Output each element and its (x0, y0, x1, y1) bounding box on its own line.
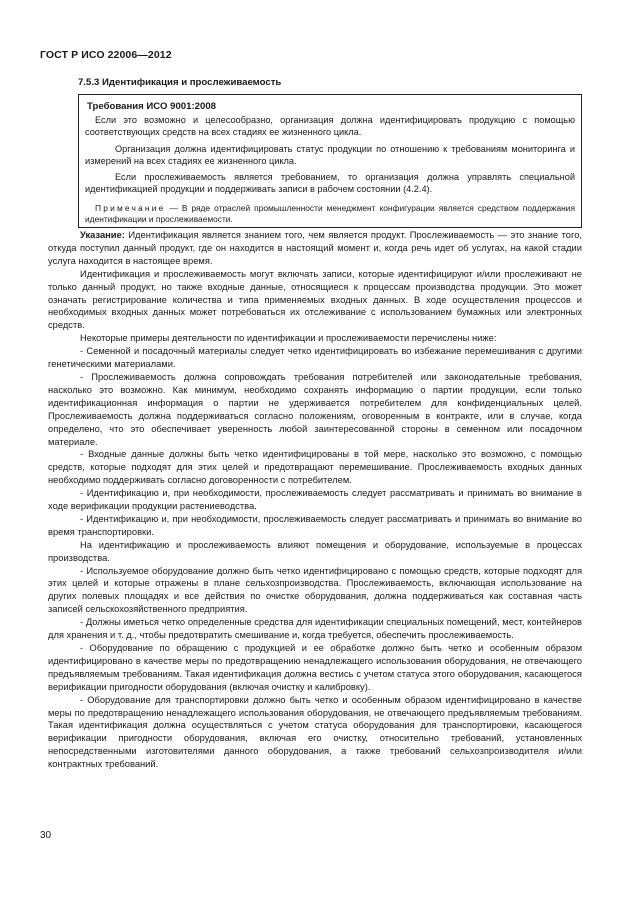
list-item: - Должны иметься четко определенные средства для идентификации специальных помещений, мест, контейнеров для хранения и т. д., чтобы предотвратить смешивание и, когда требуется, обеспечить прослеживаемость. (48, 617, 582, 641)
list-item: - Идентификацию и, при необходимости, прослеживаемость следует рассматривать и принимать во внимание во время транспортировки. (48, 513, 582, 537)
note-text: — В ряде отраслей промышленности менеджмент конфигурации является средством поддержания идентификации и прослеживаемости. (85, 203, 575, 224)
list-item: - Прослеживаемость должна сопровождать требования потребителей или законодательные требования, насколько это возможно. Как минимум, необходимо сохранять информацию о партии продукции, если только идентификационная информация о партии не удерживается потребителем для конфиденциальных целей. Прослеживаемость должна поддерживаться согласно положениям, оговоренным в контракте, или в случае, когда определено, что это обеспечивает уверенность любой заинтересованной стороны в семенном или посадочном материале. (48, 371, 582, 447)
guidance-text: Идентификация является знанием того, чем является продукт. Прослеживаемость — это знание того, откуда поступил данный продукт, где он находится в настоящий момент и, когда речь идет об услугах, на какой стадии услуга находится в настоящее время. (48, 230, 582, 266)
requirement-note (85, 203, 575, 225)
requirements-box (78, 94, 582, 228)
list-item: - Используемое оборудование должно быть четко идентифицировано с помощью средств, которые подходят для этих целей и которые отражены в плане сельхозпроизводства. Прослеживаемость, включающая использование на других полевых площадях и все действия по очистке оборудования, должна поддерживаться как составная часть записей сельскохозяйственного предприятия. (48, 565, 582, 615)
requirement-paragraph: Организация должна идентифицировать статус продукции по отношению к требованиям мониторинга и измерений на всех стадиях ее жизненного цикла. (85, 144, 575, 167)
page-number: 30 (40, 830, 52, 841)
body-text (48, 229, 582, 771)
guidance-intro (48, 229, 582, 268)
body-paragraph: На идентификацию и прослеживаемость влияют помещения и оборудование, используемые в процессах производства. (48, 539, 582, 563)
guidance-label: Указание: (80, 230, 125, 240)
list-item: - Оборудование по обращению с продукцией и ее обработке должно быть четко и особенным образом идентифицировано в качестве меры по предотвращению ненадлежащего использования оборудования, не отвечающего предъявляемым требованиям. Такая идентификация должна вестись с учетом статуса этого оборудования, касающегося верификации пригодности оборудования (включая очистку и калибровку). (48, 643, 582, 692)
body-paragraph: Некоторые примеры деятельности по идентификации и прослеживаемости перечислены ниже: (80, 333, 497, 344)
list-item: - Семенной и посадочный материалы следует четко идентифицировать во избежание перемешивания с другими генетическими материалами. (48, 346, 582, 370)
requirement-paragraph: Если прослеживаемость является требованием, то организация должна управлять специальной идентификацией продукции и поддерживать записи в рабочем состоянии (4.2.4). (85, 172, 575, 195)
note-label: Примечание (95, 203, 166, 213)
list-item: - Входные данные должны быть четко идентифицированы в той мере, насколько это возможно, с помощью средств, которые подходят для этих целей и предотвращают перемешивание. Прослеживаемость входных данных необходимо поддерживать согласно договоренности с потребителем. (48, 449, 582, 486)
section-heading: 7.5.3 Идентификация и прослеживаемость (78, 77, 282, 88)
body-paragraph: Идентификация и прослеживаемость могут включать записи, которые идентифицируют и/или прослеживают не только данный продукт, но также входные данные, относящиеся к процессам производства продукции. Это может означать регистрирование количества и типа применяемых входных данных. В ходе осуществления процессов и необходимых входных данных может потребоваться их отслеживание с использованием бумажных или электронных средств. (48, 268, 582, 331)
requirement-paragraph: Если это возможно и целесообразно, организация должна идентифицировать продукцию с помощью соответствующих средств на всех стадиях ее жизненного цикла. (85, 115, 575, 138)
document-header: ГОСТ Р ИСО 22006—2012 (40, 49, 172, 61)
requirements-title: Требования ИСО 9001:2008 (87, 101, 217, 112)
list-item: - Оборудование для транспортировки должно быть четко и особенным образом идентифицировано в качестве меры по предотвращению ненадлежащего использования оборудования, не отвечающего предъявляемым требованиям. Такая идентификация должна осуществляться с учетом статуса оборудования для транспортировки, касающегося верификации пригодности оборудования, включая его очистку, относительно требований, установленных непосредственными изготовителями данного оборудования, а также требований сельхозпроизводителя и/или контрактных требований. (48, 694, 582, 770)
list-item: - Идентификацию и, при необходимости, прослеживаемость следует рассматривать и принимать во внимание в ходе верификации продукции растениеводства. (48, 488, 582, 512)
